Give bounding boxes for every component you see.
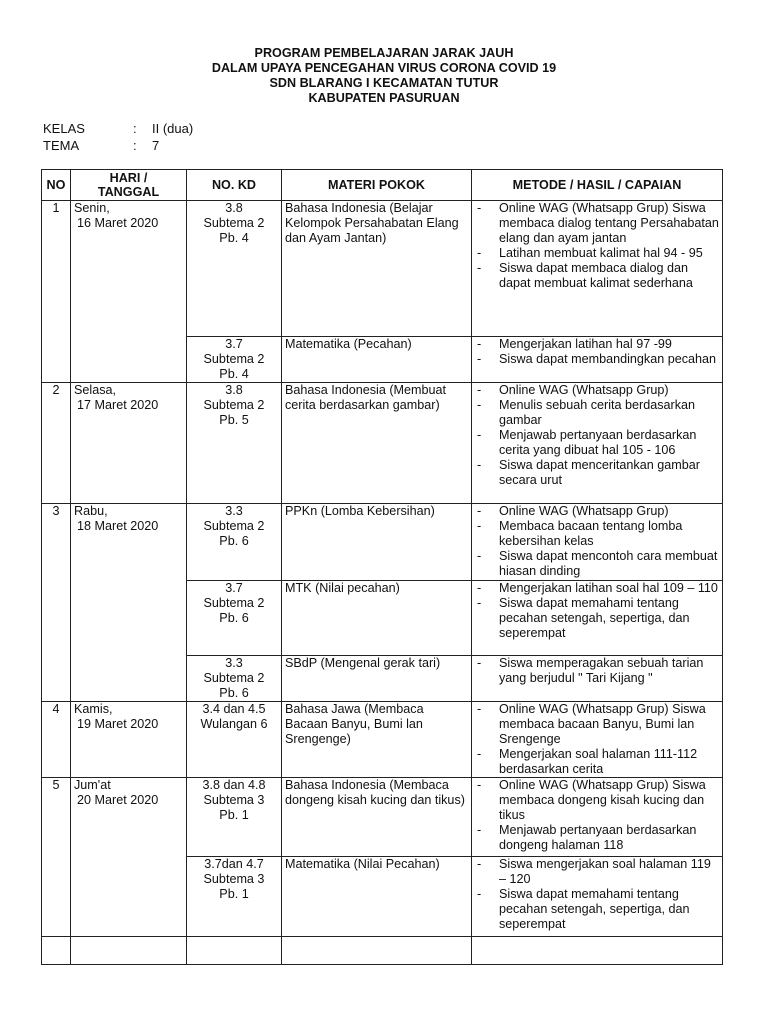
metode-text: Mengerjakan latihan soal hal 109 – 110 — [499, 581, 718, 595]
day-name: Kamis, — [74, 702, 113, 716]
kd-cell — [187, 383, 282, 504]
kd-line: Subtema 3 — [203, 793, 265, 807]
metode-text: Menjawab pertanyaan berdasarkan cerita yang dibuat hal 105 - 106 — [499, 428, 697, 457]
metode-text: Membaca bacaan tentang lomba kebersihan kelas — [499, 519, 683, 548]
metode-item — [475, 519, 719, 549]
table-row — [42, 504, 723, 581]
kd-cell — [187, 201, 282, 337]
metode-text: Online WAG (Whatsapp Grup) — [499, 504, 669, 518]
kd-line: Pb. 1 — [219, 808, 249, 822]
metode-list — [475, 337, 719, 367]
materi-cell: Matematika (Nilai Pecahan) — [282, 857, 472, 937]
kd-line: Pb. 6 — [219, 611, 249, 625]
kd-line: Subtema 2 — [203, 596, 265, 610]
bullet-dash: - — [477, 201, 482, 215]
tema-label: TEMA — [43, 138, 80, 153]
metode-item — [475, 504, 719, 519]
kd-cell — [187, 857, 282, 937]
row-number: 1 — [42, 201, 71, 383]
row-number: 3 — [42, 504, 71, 702]
row-number: 2 — [42, 383, 71, 504]
header-kd: NO. KD — [187, 170, 282, 201]
day-name: Rabu, — [74, 504, 108, 518]
bullet-dash: - — [477, 702, 482, 716]
kelas-value: II (dua) — [152, 121, 194, 136]
bullet-dash: - — [477, 596, 482, 610]
kelas-row — [43, 121, 193, 137]
metode-item — [475, 596, 719, 641]
table-row — [42, 778, 723, 857]
metode-text: Online WAG (Whatsapp Grup) Siswa membaca bacaan Banyu, Bumi lan Srengenge — [499, 702, 706, 746]
kd-line: 3.7 — [225, 337, 243, 351]
metode-item — [475, 246, 719, 261]
kd-cell — [187, 504, 282, 581]
schedule-table — [41, 169, 723, 965]
metode-list — [475, 581, 719, 641]
metode-text: Menulis sebuah cerita berdasarkan gambar — [499, 398, 696, 427]
materi-cell: Bahasa Indonesia (Membuat cerita berdasarkan gambar) — [282, 383, 472, 504]
header-materi: MATERI POKOK — [282, 170, 472, 201]
table-row — [42, 201, 723, 337]
empty-cell — [71, 937, 187, 965]
kd-cell — [187, 656, 282, 702]
date-text: 18 Maret 2020 — [77, 519, 159, 533]
metode-cell — [472, 201, 723, 337]
metode-text: Siswa mengerjakan soal halaman 119 – 120 — [499, 857, 711, 886]
metode-text: Siswa dapat membaca dialog dan dapat membuat kalimat sederhana — [499, 261, 693, 290]
metode-cell — [472, 656, 723, 702]
materi-cell: PPKn (Lomba Kebersihan) — [282, 504, 472, 581]
metode-list — [475, 778, 719, 853]
metode-item — [475, 352, 719, 367]
empty-cell — [42, 937, 71, 965]
kd-line: Pb. 6 — [219, 686, 249, 700]
metode-item — [475, 702, 719, 747]
day-name: Selasa, — [74, 383, 117, 397]
tema-colon: : — [133, 138, 137, 153]
header-no: NO — [42, 170, 71, 201]
kd-cell — [187, 337, 282, 383]
table-row — [42, 702, 723, 778]
metode-text: Online WAG (Whatsapp Grup) — [499, 383, 669, 397]
document-title — [0, 46, 768, 106]
header-hari — [71, 170, 187, 201]
bullet-dash: - — [477, 519, 482, 533]
bullet-dash: - — [477, 398, 482, 412]
bullet-dash: - — [477, 823, 482, 837]
row-number: 4 — [42, 702, 71, 778]
metode-item — [475, 581, 719, 596]
metode-item — [475, 398, 719, 428]
empty-cell — [187, 937, 282, 965]
metode-item — [475, 778, 719, 823]
kd-line: Pb. 4 — [219, 367, 249, 381]
kd-line: 3.7dan 4.7 — [204, 857, 264, 871]
kd-cell — [187, 778, 282, 857]
metode-cell — [472, 337, 723, 383]
metode-cell — [472, 383, 723, 504]
metode-text: Menjawab pertanyaan berdasarkan dongeng halaman 118 — [499, 823, 697, 852]
kd-line: Wulangan 6 — [200, 717, 268, 731]
metode-cell — [472, 504, 723, 581]
row-number: 5 — [42, 778, 71, 937]
metode-list — [475, 504, 719, 579]
bullet-dash: - — [477, 549, 482, 563]
metode-text: Online WAG (Whatsapp Grup) Siswa membaca dongeng kisah kucing dan tikus — [499, 778, 706, 822]
metode-text: Siswa dapat menceritankan gambar secara urut — [499, 458, 700, 487]
metode-text: Siswa dapat memahami tentang pecahan setengah, sepertiga, dan seperempat — [499, 887, 690, 931]
kd-line: 3.8 dan 4.8 — [202, 778, 266, 792]
materi-cell: MTK (Nilai pecahan) — [282, 581, 472, 656]
day-name: Jum'at — [74, 778, 111, 792]
kd-line: Pb. 4 — [219, 231, 249, 245]
metode-cell — [472, 778, 723, 857]
kd-line: 3.8 — [225, 383, 243, 397]
metode-text: Mengerjakan soal halaman 111-112 berdasarkan cerita — [499, 747, 698, 776]
day-date-cell — [71, 702, 187, 778]
date-text: 19 Maret 2020 — [77, 717, 159, 731]
metode-item — [475, 458, 719, 488]
kd-cell — [187, 702, 282, 778]
bullet-dash: - — [477, 581, 482, 595]
kd-line: 3.4 dan 4.5 — [202, 702, 266, 716]
kelas-colon: : — [133, 121, 137, 136]
bullet-dash: - — [477, 778, 482, 792]
kd-line: Subtema 3 — [203, 872, 265, 886]
materi-cell: Bahasa Indonesia (Belajar Kelompok Persahabatan Elang dan Ayam Jantan) — [282, 201, 472, 337]
day-date-cell — [71, 201, 187, 383]
bullet-dash: - — [477, 261, 482, 275]
metode-cell — [472, 581, 723, 656]
bullet-dash: - — [477, 337, 482, 351]
metode-item — [475, 887, 719, 932]
bullet-dash: - — [477, 383, 482, 397]
metode-text: Latihan membuat kalimat hal 94 - 95 — [499, 246, 703, 260]
bullet-dash: - — [477, 504, 482, 518]
metode-text: Siswa dapat mencontoh cara membuat hiasan dinding — [499, 549, 718, 578]
bullet-dash: - — [477, 747, 482, 761]
metode-list — [475, 656, 719, 686]
metode-item — [475, 337, 719, 352]
tema-value: 7 — [152, 138, 160, 153]
empty-cell — [282, 937, 472, 965]
title-line-3: SDN BLARANG I KECAMATAN TUTUR — [269, 76, 499, 90]
date-text: 20 Maret 2020 — [77, 793, 159, 807]
metode-item — [475, 747, 719, 777]
day-name: Senin, — [74, 201, 110, 215]
metode-item — [475, 383, 719, 398]
empty-cell — [472, 937, 723, 965]
bullet-dash: - — [477, 352, 482, 366]
metode-text: Siswa memperagakan sebuah tarian yang berjudul " Tari Kijang " — [499, 656, 704, 685]
kd-line: 3.3 — [225, 656, 243, 670]
kd-cell — [187, 581, 282, 656]
kelas-label: KELAS — [43, 121, 85, 136]
header-metode: METODE / HASIL / CAPAIAN — [472, 170, 723, 201]
day-date-cell — [71, 778, 187, 937]
header-hari-line1: HARI / — [109, 171, 148, 185]
metode-list — [475, 857, 719, 932]
table-header-row — [42, 170, 723, 201]
metode-text: Siswa dapat membandingkan pecahan — [499, 352, 717, 366]
metode-cell — [472, 702, 723, 778]
metode-text: Siswa dapat memahami tentang pecahan setengah, sepertiga, dan seperempat — [499, 596, 690, 640]
metode-item — [475, 857, 719, 887]
empty-row — [42, 937, 723, 965]
kd-line: Subtema 2 — [203, 216, 265, 230]
bullet-dash: - — [477, 857, 482, 871]
day-date-cell — [71, 383, 187, 504]
kd-line: 3.3 — [225, 504, 243, 518]
bullet-dash: - — [477, 458, 482, 472]
bullet-dash: - — [477, 428, 482, 442]
table-row — [42, 383, 723, 504]
materi-cell: SBdP (Mengenal gerak tari) — [282, 656, 472, 702]
title-line-2: DALAM UPAYA PENCEGAHAN VIRUS CORONA COVID 19 — [211, 61, 557, 75]
kd-line: Subtema 2 — [203, 398, 265, 412]
metode-text: Online WAG (Whatsapp Grup) Siswa membaca dialog tentang Persahabatan elang dan ayam jantan — [499, 201, 719, 245]
kd-line: Subtema 2 — [203, 352, 265, 366]
metode-item — [475, 261, 719, 291]
title-line-1: PROGRAM PEMBELAJARAN JARAK JAUH — [254, 46, 514, 60]
metode-list — [475, 383, 719, 488]
day-date-cell — [71, 504, 187, 702]
bullet-dash: - — [477, 887, 482, 901]
metode-cell — [472, 857, 723, 937]
bullet-dash: - — [477, 246, 482, 260]
metode-item — [475, 823, 719, 853]
date-text: 17 Maret 2020 — [77, 398, 159, 412]
metode-item — [475, 656, 719, 686]
kd-line: 3.7 — [225, 581, 243, 595]
metode-list — [475, 201, 719, 291]
date-text: 16 Maret 2020 — [77, 216, 159, 230]
kd-line: Pb. 1 — [219, 887, 249, 901]
materi-cell: Matematika (Pecahan) — [282, 337, 472, 383]
metode-text: Mengerjakan latihan hal 97 -99 — [499, 337, 672, 351]
materi-cell: Bahasa Jawa (Membaca Bacaan Banyu, Bumi lan Srengenge) — [282, 702, 472, 778]
metode-item — [475, 201, 719, 246]
kd-line: Subtema 2 — [203, 671, 265, 685]
kd-line: Pb. 6 — [219, 534, 249, 548]
title-line-4: KABUPATEN PASURUAN — [308, 91, 460, 105]
tema-row — [43, 138, 159, 154]
kd-line: Pb. 5 — [219, 413, 249, 427]
kd-line: 3.8 — [225, 201, 243, 215]
materi-cell: Bahasa Indonesia (Membaca dongeng kisah kucing dan tikus) — [282, 778, 472, 857]
metode-item — [475, 549, 719, 579]
kd-line: Subtema 2 — [203, 519, 265, 533]
metode-list — [475, 702, 719, 777]
bullet-dash: - — [477, 656, 482, 670]
header-hari-line2: TANGGAL — [97, 185, 160, 199]
metode-item — [475, 428, 719, 458]
